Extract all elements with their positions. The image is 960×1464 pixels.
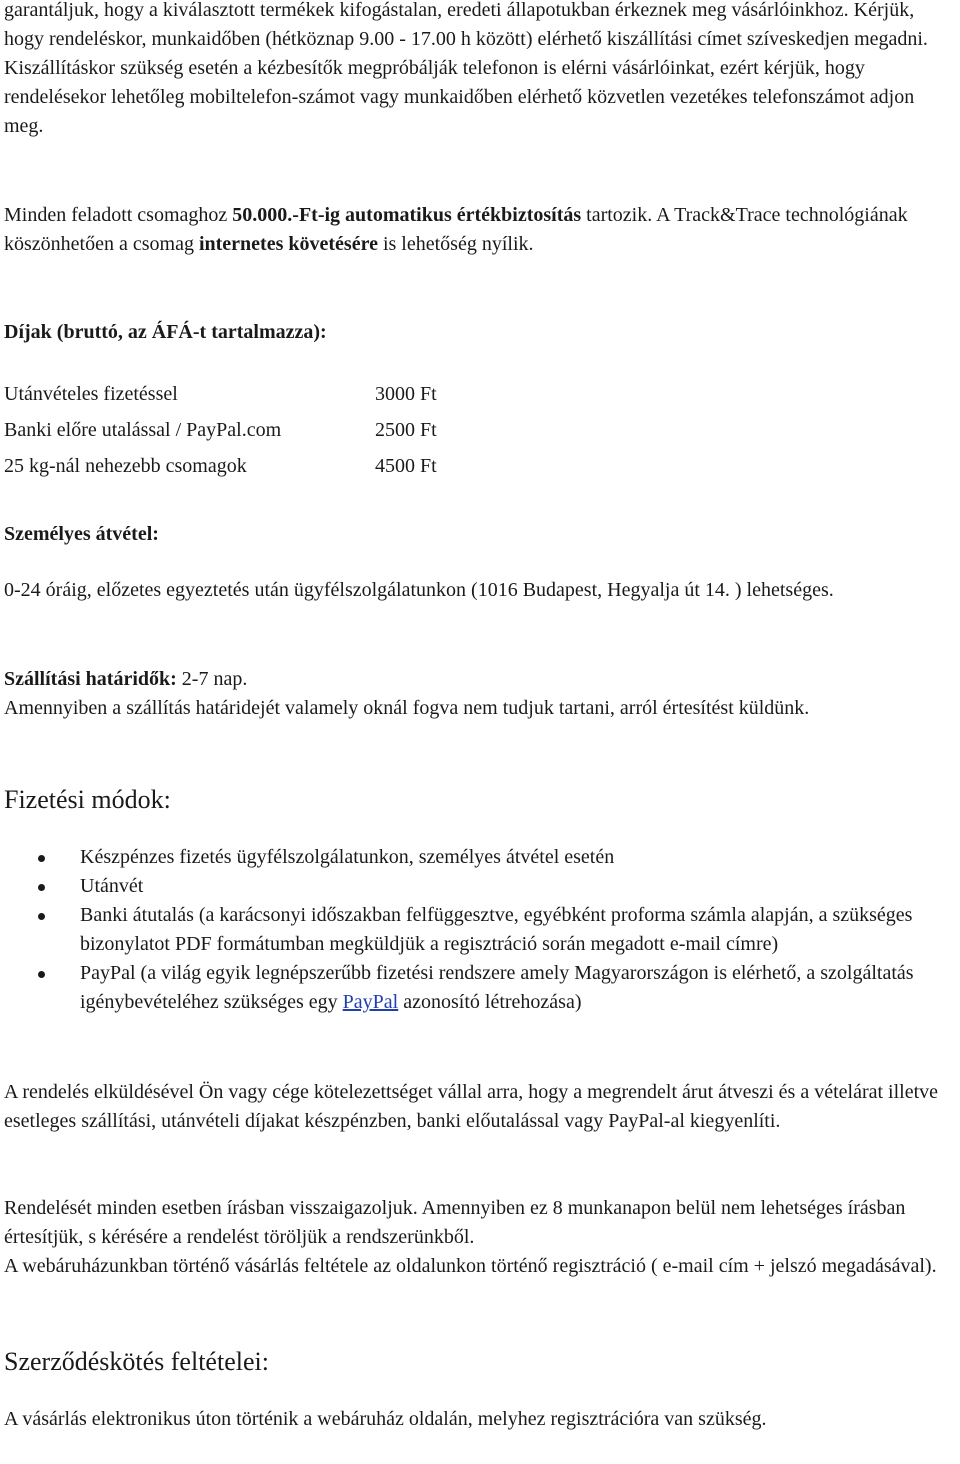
table-row (4, 416, 437, 452)
fees-heading: Díjak (bruttó, az ÁFÁ-t tartalmazza): (4, 321, 327, 343)
fee-price: 3000 Ft (375, 383, 437, 405)
insurance-bold-2: internetes követésére (198, 233, 378, 255)
table-row (4, 380, 437, 416)
list-item (4, 872, 958, 901)
insurance-paragraph (4, 201, 958, 259)
fee-name: Banki előre utalással / PayPal.com (4, 419, 282, 441)
fee-name: Utánvételes fizetéssel (4, 383, 178, 405)
fee-price: 2500 Ft (375, 419, 437, 441)
confirmation-block (4, 1194, 960, 1281)
payment-method-text: Banki átutalás (a karácsonyi időszakban felfüggesztve, egyébként proforma számla alapján, a szükséges bizonylatot PDF formátumban megküldjük a regisztráció során megadott e-mail címre) (80, 904, 913, 955)
bullet-icon (38, 855, 45, 862)
bullet-icon (38, 913, 45, 920)
paypal-link[interactable]: PayPal (342, 991, 399, 1013)
delivery-deadline-value: 2-7 nap. (176, 668, 248, 690)
delivery-deadline-block (4, 665, 958, 723)
contract-heading: Szerződéskötés feltételei: (4, 1347, 269, 1376)
paypal-text-after: azonosító létrehozása) (398, 991, 582, 1013)
contract-paragraph: A vásárlás elektronikus úton történik a webáruház oldalán, melyhez regisztrációra van szükség. (4, 1408, 767, 1430)
delivery-deadline-text: Amennyiben a szállítás határidejét valamely oknál fogva nem tudjuk tartani, arról értesítést küldünk. (4, 697, 810, 719)
payment-methods-heading: Fizetési módok: (4, 785, 171, 814)
confirmation-paragraph: Rendelését minden esetben írásban visszaigazoljuk. Amennyiben ez 8 munkanapon belül nem lehetséges írásban értesítjük, s kérésére a rendelést töröljük a rendszerünkből. (4, 1197, 906, 1248)
insurance-amount: 50.000 (232, 204, 288, 226)
registration-paragraph: A webáruházunkban történő vásárlás feltétele az oldalunkon történő regisztráció ( e-mail cím + jelszó megadásával). (4, 1255, 937, 1277)
obligation-paragraph: A rendelés elküldésével Ön vagy cége kötelezettséget vállal arra, hogy a megrendelt árut átveszi és a vételárat illetve esetleges szállítási, utánvételi díjakat készpénzben, banki előutalással vagy PayPal-al kiegyenlíti. (4, 1081, 939, 1132)
bullet-icon (38, 884, 45, 891)
insurance-text-3: is lehetőség nyílik. (377, 233, 534, 255)
list-item (4, 843, 958, 872)
personal-pickup-text: 0-24 óráig, előzetes egyeztetés után ügyfélszolgálatunkon (1016 Budapest, Hegyalja út 14. ) lehetséges. (4, 579, 834, 601)
delivery-deadline-label: Szállítási határidők: (4, 668, 177, 690)
fees-table (4, 380, 437, 488)
insurance-text-1: Minden feladott csomaghoz (4, 204, 233, 226)
fee-price: 4500 Ft (375, 455, 437, 477)
list-item (4, 901, 958, 959)
personal-pickup-heading: Személyes átvétel: (4, 523, 159, 545)
payment-methods-list (4, 843, 958, 1017)
list-item (4, 959, 958, 1017)
insurance-text-2: tartozik. A Track&Trace technológiának köszönhetően a csomag (4, 204, 908, 255)
bullet-icon (38, 971, 45, 978)
fee-name: 25 kg-nál nehezebb csomagok (4, 455, 247, 477)
shipping-intro-paragraph: garantáljuk, hogy a kiválasztott termékek kifogástalan, eredeti állapotukban érkeznek meg vásárlóinkhoz. Kérjük, hogy rendeléskor, munkaidőben (hétköznap 9.00 - 17.00 h között) elérhető kiszállítási címet szíveskedjen megadni. Kiszállításkor szükség esetén a kézbesítők megpróbálják telefonon is elérni vásárlóinkat, ezért kérjük, hogy rendelésekor lehetőleg mobiltelefon-számot vagy munkaidőben elérhető közvetlen vezetékes telefonszámot adjon meg. (4, 0, 928, 137)
table-row (4, 452, 437, 488)
delivery-deadline-line (4, 665, 958, 694)
paypal-text-before: PayPal (a világ egyik legnépszerűbb fizetési rendszere amely Magyarországon is elérhető, a szolgáltatás igénybevételéhez szükséges egy (80, 962, 914, 1013)
payment-method-text: Készpénzes fizetés ügyfélszolgálatunkon, személyes átvétel esetén (80, 846, 615, 868)
payment-method-text: Utánvét (80, 875, 144, 897)
insurance-bold-1: .-Ft-ig automatikus értékbiztosítás (287, 204, 582, 226)
